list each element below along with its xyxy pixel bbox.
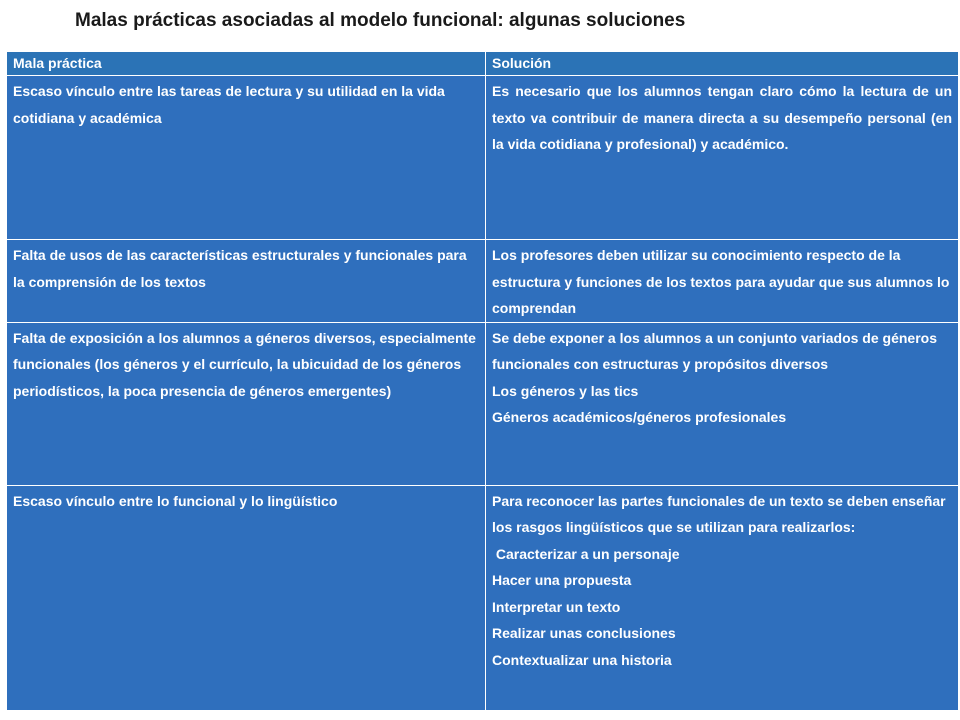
solution-line: Es necesario que los alumnos tengan claro cómo la lectura de un texto va contribuir de manera directa a su desempeño personal (en la vida cotidiana y profesional) y académico.	[492, 83, 952, 152]
solution-cell	[486, 485, 959, 710]
solution-line: Para reconocer las partes funcionales de un texto se deben enseñar los rasgos lingüísticos que se utilizan para realizarlos:	[492, 492, 946, 535]
solution-line: Realizar unas conclusiones	[492, 625, 676, 641]
solution-line: Géneros académicos/géneros profesionales	[492, 409, 787, 425]
table-row	[7, 76, 959, 240]
practice-cell: Falta de usos de las características estructurales y funcionales para la comprensión de los textos	[7, 240, 486, 323]
solution-line: Los profesores deben utilizar su conocimiento respecto de la estructura y funciones de los textos para ayudar que sus alumnos lo comprendan	[492, 247, 950, 316]
solution-line: Contextualizar una historia	[492, 651, 672, 668]
solution-line: Hacer una propuesta	[492, 572, 632, 588]
solution-line: Los géneros y las tics	[492, 382, 639, 399]
solution-line: Interpretar un texto	[492, 598, 621, 615]
slide-title: Malas prácticas asociadas al modelo funcional: algunas soluciones	[75, 10, 686, 31]
solution-cell	[486, 76, 959, 240]
solution-cell	[486, 322, 959, 485]
solution-cell	[486, 240, 959, 323]
header-solucion: Solución	[486, 52, 959, 76]
table-row	[7, 485, 959, 710]
practice-cell: Falta de exposición a los alumnos a géneros diversos, especialmente funcionales (los géneros y el currículo, la ubicuidad de los géneros periodísticos, la poca presencia de géneros emergentes)	[7, 322, 486, 485]
table-row	[7, 322, 959, 485]
header-mala-practica: Mala práctica	[7, 52, 486, 76]
table-row	[7, 240, 959, 323]
practices-table	[6, 51, 959, 711]
solution-line: Caracterizar a un personaje	[492, 545, 680, 562]
table-header-row	[7, 52, 959, 76]
solution-line: Se debe exponer a los alumnos a un conjunto variados de géneros funcionales con estructuras y propósitos diversos	[492, 329, 937, 372]
practice-cell: Escaso vínculo entre las tareas de lectura y su utilidad en la vida cotidiana y académica	[7, 76, 486, 240]
practice-cell: Escaso vínculo entre lo funcional y lo lingüístico	[7, 485, 486, 710]
